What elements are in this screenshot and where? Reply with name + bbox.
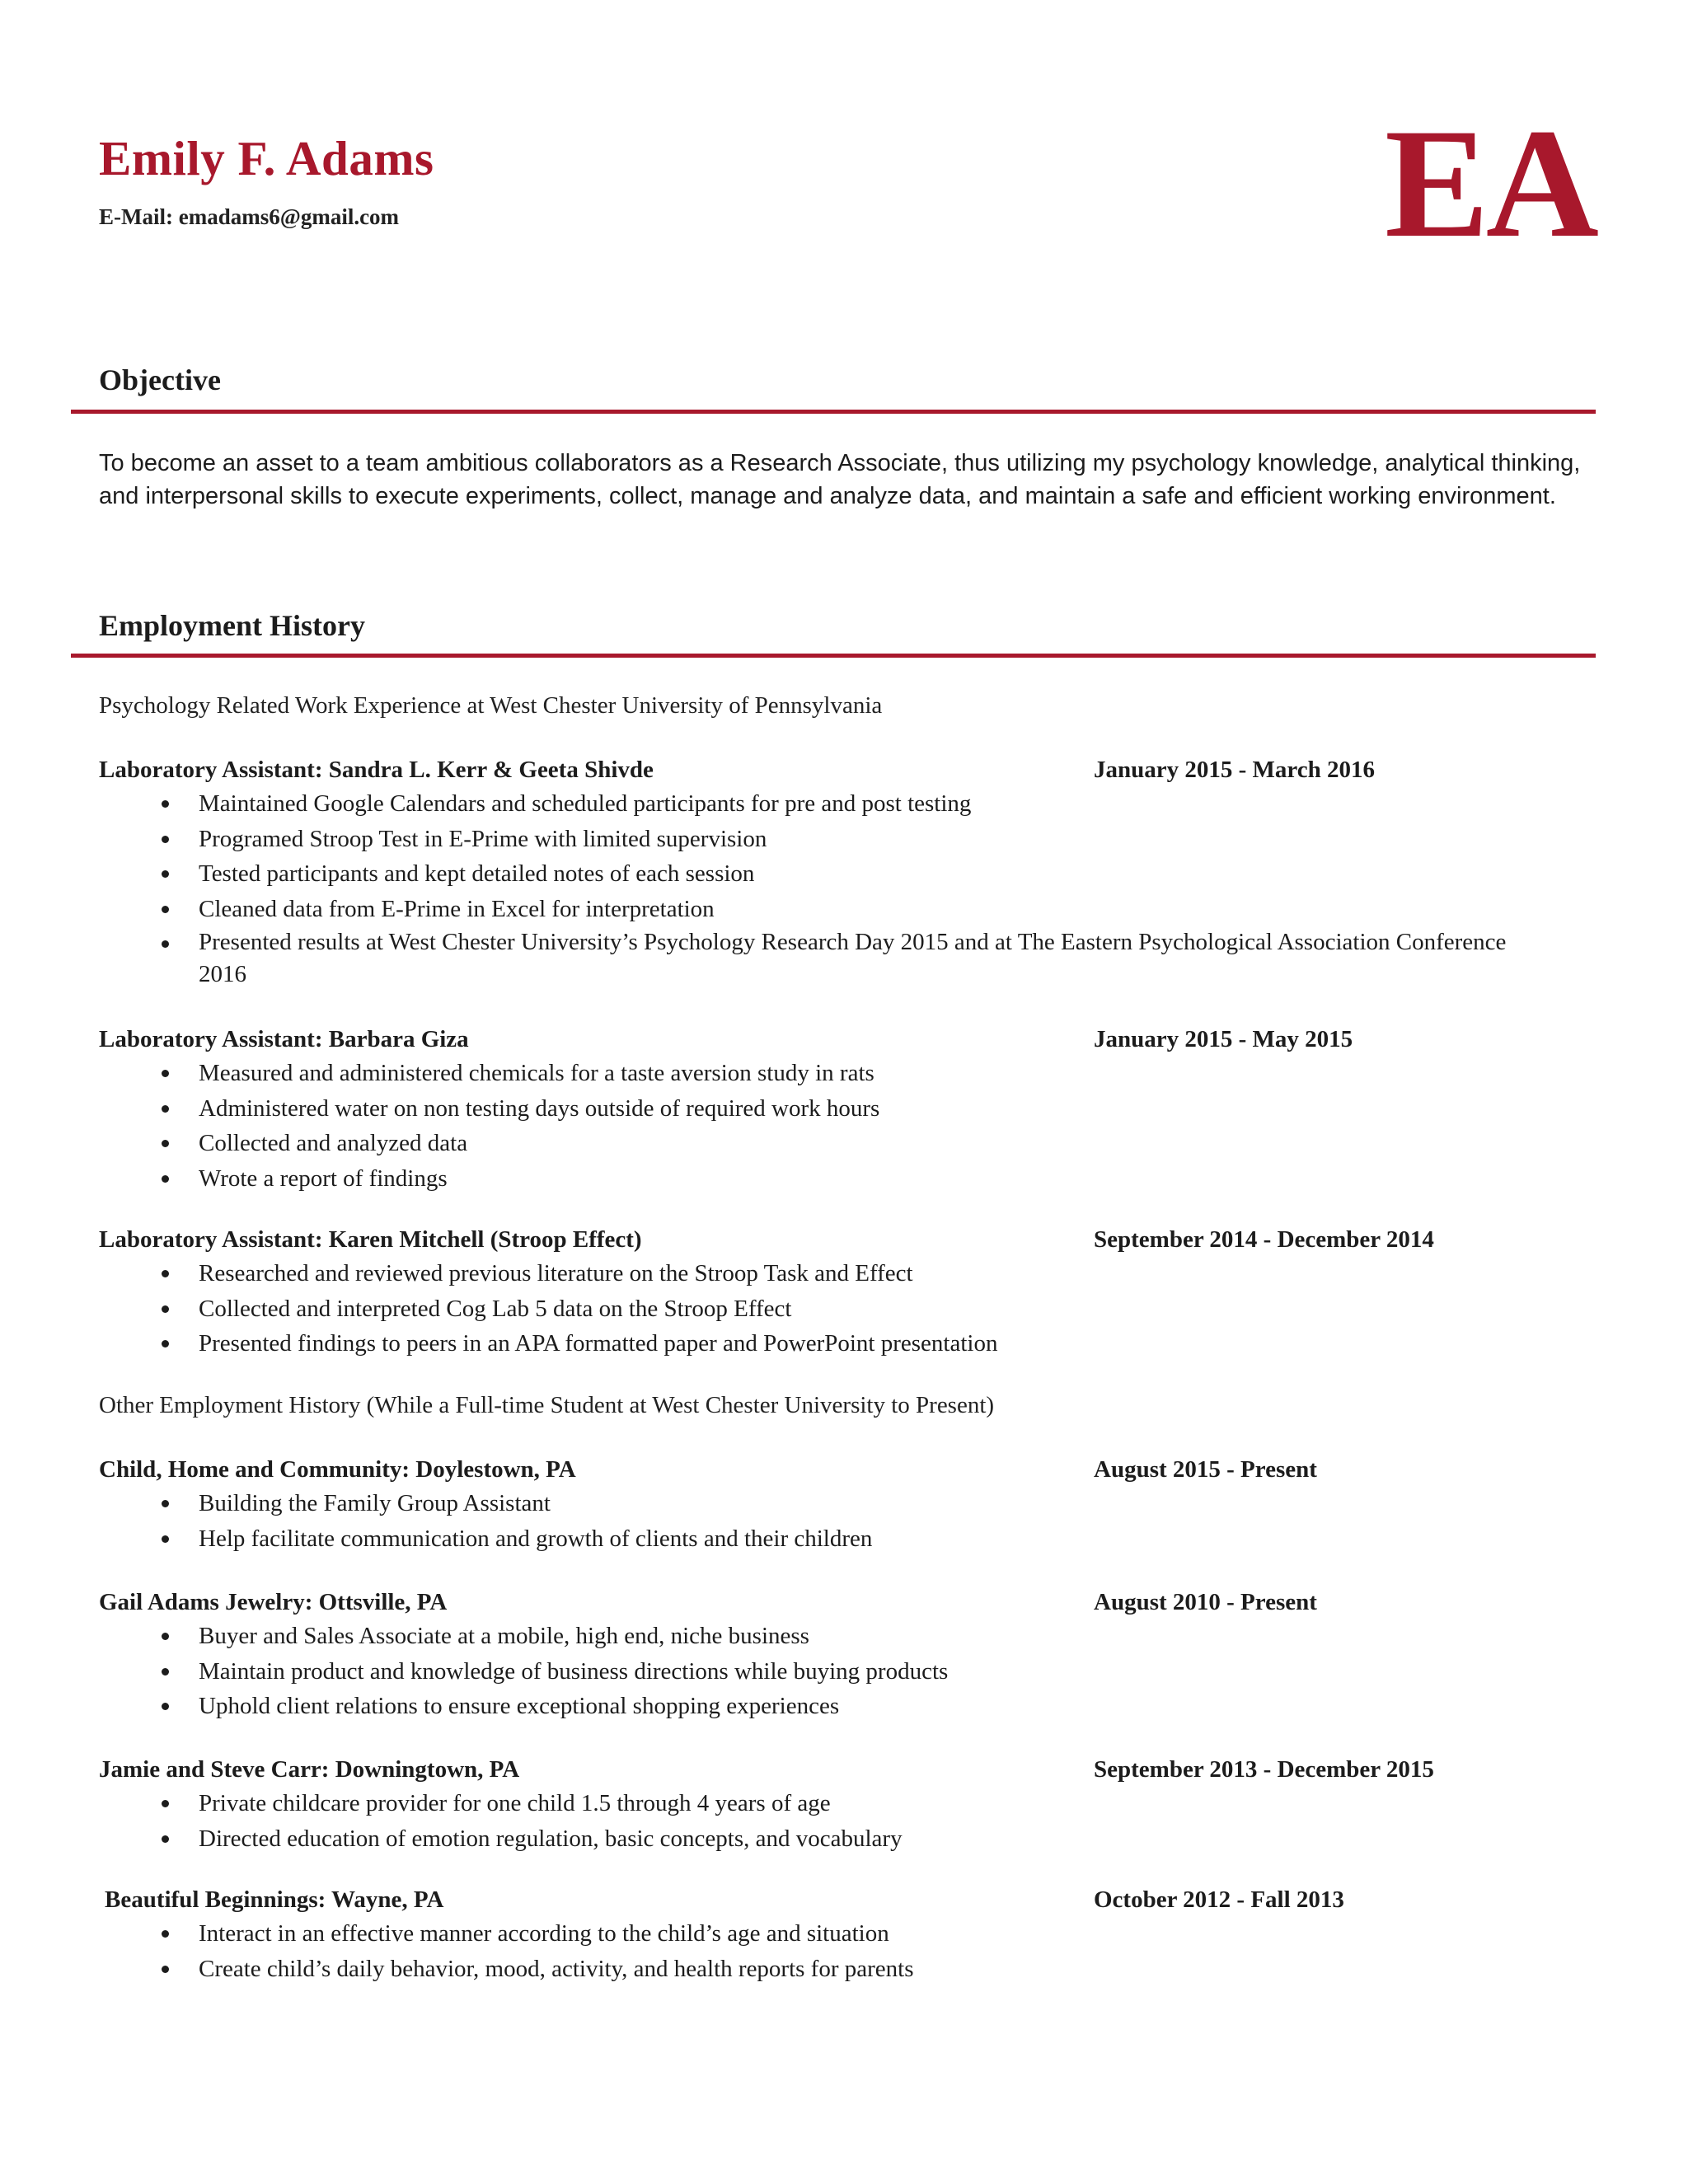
bullet-text: Researched and reviewed previous literature on the Stroop Task and Effect bbox=[199, 1260, 913, 1286]
bullet-icon bbox=[162, 1703, 169, 1710]
job-entry bbox=[99, 1023, 1500, 1196]
objective-divider bbox=[71, 410, 1596, 414]
candidate-name: Emily F. Adams bbox=[99, 131, 434, 185]
bullet-icon bbox=[162, 800, 169, 808]
bullet-text: Private childcare provider for one child 1.5 through 4 years of age bbox=[199, 1790, 831, 1816]
bullet-text: Help facilitate communication and growth of clients and their children bbox=[199, 1525, 873, 1552]
job-bullet bbox=[99, 1256, 1541, 1291]
bullet-icon bbox=[162, 1305, 169, 1313]
job-title: Laboratory Assistant: Sandra L. Kerr & Geeta Shivde bbox=[99, 757, 654, 783]
bullet-text: Uphold client relations to ensure exceptional shopping experiences bbox=[199, 1693, 840, 1719]
job-bullet bbox=[99, 926, 1541, 991]
job-dates: January 2015 - May 2015 bbox=[1094, 1026, 1353, 1052]
bullet-icon bbox=[162, 1930, 169, 1938]
bullet-text: Maintain product and knowledge of business directions while buying products bbox=[199, 1657, 949, 1685]
bullet-icon bbox=[162, 870, 169, 878]
employment-divider bbox=[71, 654, 1596, 658]
job-bullets bbox=[99, 1256, 1500, 1361]
job-title: Child, Home and Community: Doylestown, PA bbox=[99, 1456, 576, 1483]
job-entry bbox=[99, 1883, 1500, 1986]
bullet-text: Collected and analyzed data bbox=[199, 1130, 468, 1156]
job-entry bbox=[99, 1586, 1500, 1724]
bullet-text: Programed Stroop Test in E-Prime with limited supervision bbox=[199, 825, 767, 852]
bullet-icon bbox=[162, 1633, 169, 1640]
job-bullets bbox=[99, 1619, 1500, 1724]
bullet-text: Buyer and Sales Associate at a mobile, high end, niche business bbox=[199, 1623, 809, 1649]
bullet-text: Directed education of emotion regulation, basic concepts, and vocabulary bbox=[199, 1825, 903, 1852]
job-title: Gail Adams Jewelry: Ottsville, PA bbox=[99, 1589, 448, 1615]
job-bullet bbox=[99, 1126, 1541, 1161]
bullet-text: Building the Family Group Assistant bbox=[199, 1490, 551, 1516]
job-bullets bbox=[99, 1056, 1500, 1196]
bullet-icon bbox=[162, 1800, 169, 1807]
job-entry bbox=[99, 1753, 1500, 1856]
job-bullet bbox=[99, 786, 1541, 822]
bullet-text: Measured and administered chemicals for a taste aversion study in rats bbox=[199, 1060, 874, 1086]
job-bullet bbox=[99, 1056, 1541, 1091]
job-title: Laboratory Assistant: Barbara Giza bbox=[99, 1026, 469, 1052]
job-bullet bbox=[99, 892, 1541, 927]
bullet-icon bbox=[162, 1140, 169, 1147]
job-dates: October 2012 - Fall 2013 bbox=[1094, 1886, 1344, 1913]
job-bullet bbox=[99, 1654, 1541, 1690]
job-bullet bbox=[99, 1952, 1541, 1987]
bullet-icon bbox=[162, 1966, 169, 1973]
job-bullet bbox=[99, 1786, 1541, 1821]
bullet-icon bbox=[162, 906, 169, 913]
job-dates: August 2010 - Present bbox=[1094, 1589, 1317, 1615]
job-dates: September 2013 - December 2015 bbox=[1094, 1756, 1434, 1783]
job-bullets bbox=[99, 1786, 1500, 1856]
job-entry bbox=[99, 1453, 1500, 1556]
job-bullet bbox=[99, 1091, 1541, 1127]
psychology-experience-heading: Psychology Related Work Experience at West Chester University of Pennsylvania bbox=[99, 692, 883, 719]
bullet-text: Presented results at West Chester University’s Psychology Research Day 2015 and at The Eastern Psychological Association Conference 2016 bbox=[199, 929, 1507, 987]
job-bullet bbox=[99, 1619, 1541, 1654]
bullet-icon bbox=[162, 1105, 169, 1113]
bullet-text: Tested participants and kept detailed notes of each session bbox=[199, 860, 755, 887]
job-bullets bbox=[99, 1916, 1500, 1986]
job-bullet bbox=[99, 1161, 1541, 1197]
bullet-text: Interact in an effective manner according to the child’s age and situation bbox=[199, 1920, 889, 1947]
employment-heading: Employment History bbox=[99, 609, 365, 642]
bullet-icon bbox=[162, 940, 169, 948]
job-bullet bbox=[99, 1521, 1541, 1557]
bullet-icon bbox=[162, 1175, 169, 1183]
job-bullets bbox=[99, 1486, 1500, 1556]
other-employment-heading: Other Employment History (While a Full-time Student at West Chester University to Present) bbox=[99, 1392, 995, 1418]
job-title: Laboratory Assistant: Karen Mitchell (Stroop Effect) bbox=[99, 1226, 642, 1253]
bullet-icon bbox=[162, 1835, 169, 1843]
job-bullet bbox=[99, 1326, 1541, 1361]
objective-text: To become an asset to a team ambitious collaborators as a Research Associate, thus utilizing my psychology knowledge, analytical thinking, and interpersonal skills to execute experiments, collect, manage and analyze data, and maintain a safe and efficient working environment. bbox=[99, 450, 1581, 509]
job-bullets bbox=[99, 786, 1507, 991]
email-line: E-Mail: emadams6@gmail.com bbox=[99, 204, 400, 229]
job-title: Beautiful Beginnings: Wayne, PA bbox=[105, 1886, 444, 1913]
job-bullet bbox=[99, 1821, 1541, 1857]
monogram-logo: EA bbox=[1385, 97, 1596, 270]
bullet-text: Maintained Google Calendars and scheduled participants for pre and post testing bbox=[199, 790, 972, 817]
job-bullet bbox=[99, 1689, 1541, 1724]
job-bullet bbox=[99, 1291, 1541, 1327]
job-bullet bbox=[99, 1486, 1541, 1521]
bullet-icon bbox=[162, 1070, 169, 1077]
bullet-icon bbox=[162, 1535, 169, 1543]
objective-heading: Objective bbox=[99, 363, 221, 396]
bullet-icon bbox=[162, 836, 169, 843]
bullet-text: Administered water on non testing days outside of required work hours bbox=[199, 1094, 880, 1122]
job-bullet bbox=[99, 822, 1541, 857]
job-entry bbox=[99, 1223, 1500, 1361]
bullet-text: Wrote a report of findings bbox=[199, 1165, 448, 1192]
bullet-text: Presented findings to peers in an APA formatted paper and PowerPoint presentation bbox=[199, 1330, 998, 1357]
bullet-text: Create child’s daily behavior, mood, activity, and health reports for parents bbox=[199, 1955, 914, 1982]
bullet-icon bbox=[162, 1668, 169, 1675]
job-bullet bbox=[99, 856, 1541, 892]
bullet-icon bbox=[162, 1500, 169, 1507]
bullet-text: Collected and interpreted Cog Lab 5 data on the Stroop Effect bbox=[199, 1295, 792, 1322]
bullet-text: Cleaned data from E-Prime in Excel for interpretation bbox=[199, 895, 715, 922]
job-dates: September 2014 - December 2014 bbox=[1094, 1226, 1434, 1253]
job-dates: August 2015 - Present bbox=[1094, 1456, 1317, 1483]
bullet-icon bbox=[162, 1340, 169, 1347]
job-title: Jamie and Steve Carr: Downingtown, PA bbox=[99, 1756, 520, 1783]
job-entry bbox=[99, 753, 1507, 991]
job-dates: January 2015 - March 2016 bbox=[1094, 757, 1376, 783]
bullet-icon bbox=[162, 1270, 169, 1277]
job-bullet bbox=[99, 1916, 1541, 1952]
